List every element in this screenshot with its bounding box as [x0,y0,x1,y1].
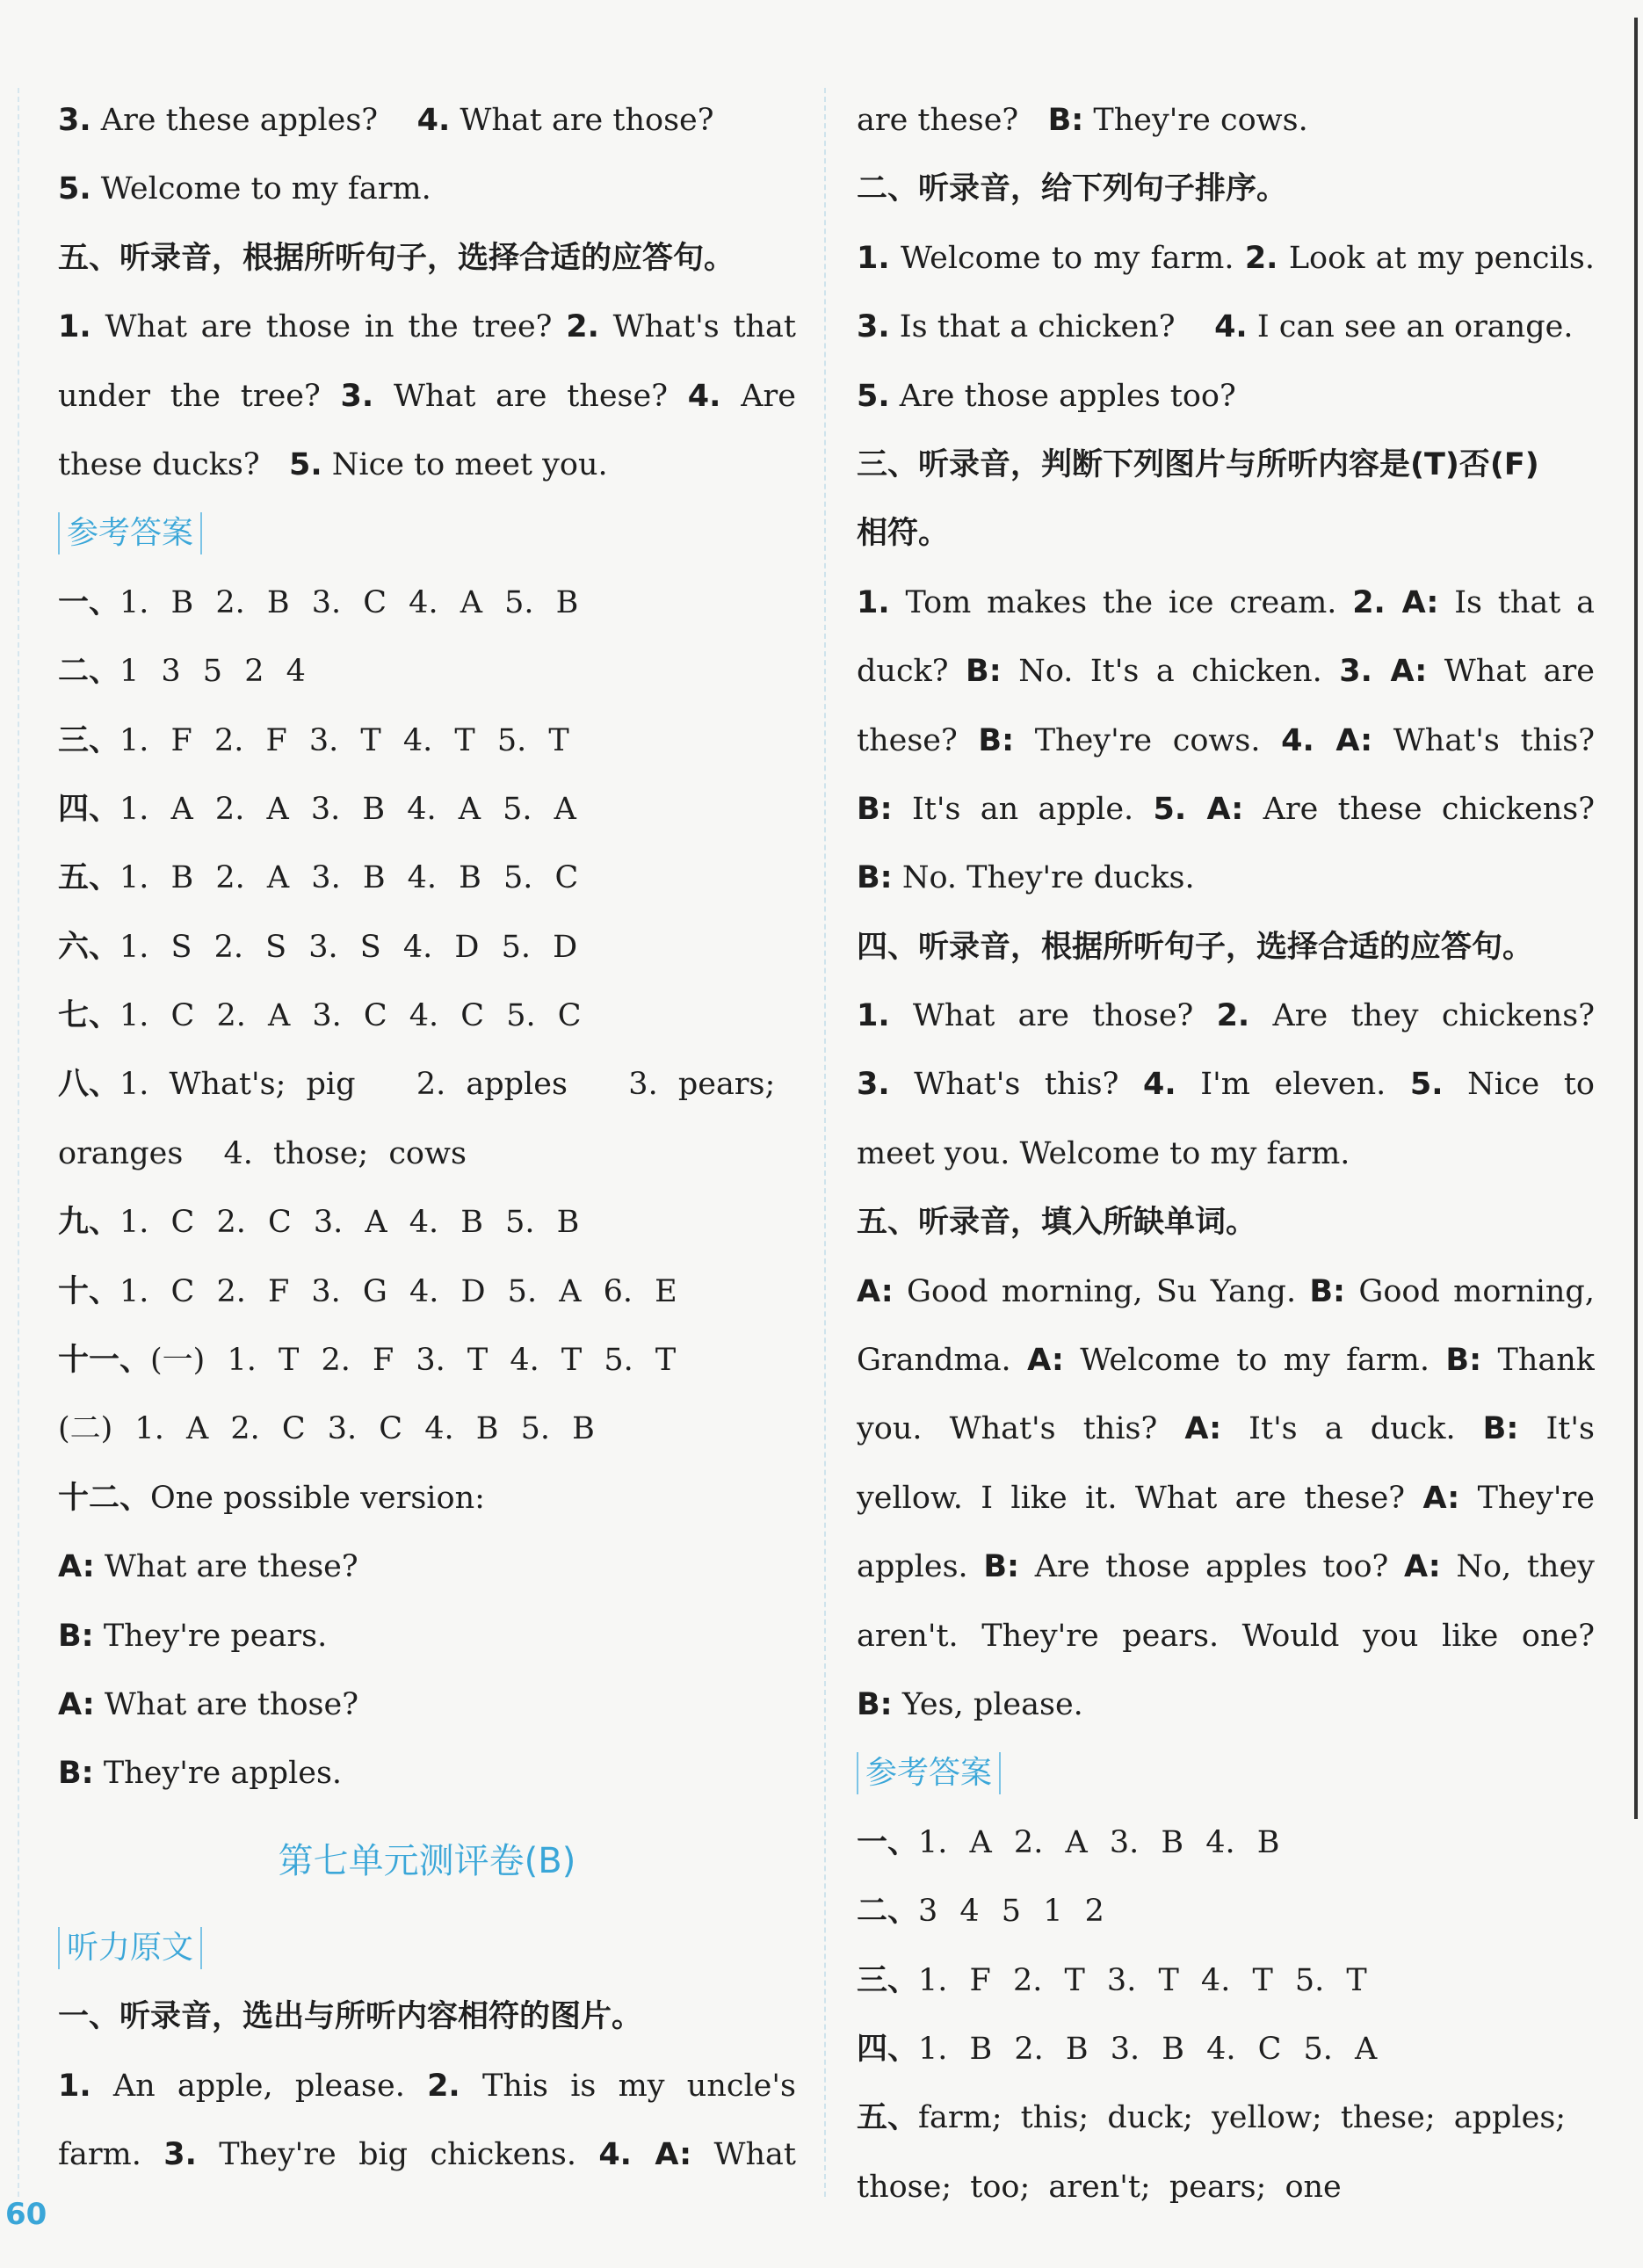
listening-tag-row [58,1914,796,1982]
column-divider [824,88,826,2197]
section-heading: 二、听录音，给下列句子排序。 [857,171,1288,207]
listening-line: these ducks? 5. Nice to meet you. [58,446,608,482]
listening-line: 1. An apple, please. 2. This is my uncle's [58,2068,796,2104]
answer-key-tag: 参考答案 [857,1752,1001,1794]
answer-row: 五、1. B 2. A 3. B 4. B 5. C [58,860,579,896]
answer-row: 一、1. A 2. A 3. B 4. B [857,1824,1280,1860]
listening-line: these? B: They're cows. 4. A: What's this? [857,722,1595,758]
answer-row: 二、3 4 5 1 2 [857,1894,1104,1930]
listening-line: B: It's an apple. 5. A: Are these chickens? [857,791,1595,827]
listening-line: 1. Welcome to my farm. 2. Look at my pencils. [857,240,1595,276]
section-heading: 五、听录音，填入所缺单词。 [857,1205,1257,1241]
answer-key-row [58,499,796,568]
answer-row: 十一、(一) 1. T 2. F 3. T 4. T 5. T [58,1343,677,1379]
listening-script-tag: 听力原文 [58,1927,202,1969]
listening-line: you. What's this? A: It's a duck. B: It's [857,1411,1595,1447]
listening-line: apples. B: Are those apples too? A: No, they [857,1549,1595,1585]
listening-line: farm. 3. They're big chickens. 4. A: What [58,2136,796,2172]
answer-key-row [857,1739,1595,1808]
listening-line: aren't. They're pears. Would you like one? [857,1618,1595,1654]
unit-title: 第七单元测评卷(B) [278,1840,576,1881]
answer-key-tag: 参考答案 [58,512,202,554]
listening-line: B: Yes, please. [857,1686,1083,1722]
answer-row: 十、1. C 2. F 3. G 4. D 5. A 6. E [58,1273,677,1309]
answer-row: 五、farm; this; duck; yellow; these; apples; [857,2100,1567,2136]
listening-line: 3. Is that a chicken? 4. I can see an orange. [857,309,1574,345]
answer-row: 八、1. What's; pig 2. apples 3. pears; [58,1067,776,1103]
listening-line: 3. What's this? 4. I'm eleven. 5. Nice to [857,1067,1595,1103]
section-heading: 一、听录音，选出与所听内容相符的图片。 [58,1999,643,2035]
answer-row: 三、1. F 2. T 3. T 4. T 5. T [857,1962,1367,1998]
listening-line: B: No. They're ducks. [857,860,1195,896]
right-column [857,86,1595,2221]
answer-row: 三、1. F 2. F 3. T 4. T 5. T [58,722,569,758]
answer-row: 六、1. S 2. S 3. S 4. D 5. D [58,929,578,965]
left-column [58,86,796,2189]
listening-line: Grandma. A: Welcome to my farm. B: Thank [857,1343,1595,1379]
listening-line: 5. Welcome to my farm. [58,171,431,207]
section-heading-cont: 相符。 [857,516,950,552]
answer-row: 十二、One possible version: [58,1480,485,1516]
answer-row: (二) 1. A 2. C 3. C 4. B 5. B [58,1411,595,1447]
listening-line: are these? B: They're cows. [857,103,1308,138]
listening-line: duck? B: No. It's a chicken. 3. A: What are [857,654,1595,690]
listening-line: yellow. I like it. What are these? A: They're [857,1480,1595,1516]
answer-row: 九、1. C 2. C 3. A 4. B 5. B [58,1205,580,1241]
listening-line: 1. What are those in the tree? 2. What's that [58,309,796,345]
section-heading: 三、听录音，判断下列图片与所听内容是(T)否(F) [857,446,1539,482]
listening-line: 1. Tom makes the ice cream. 2. A: Is that a [857,584,1595,620]
answer-row: 二、1 3 5 2 4 [58,654,306,690]
answer-row: 一、1. B 2. B 3. C 4. A 5. B [58,584,579,620]
listening-line: 5. Are those apples too? [857,378,1236,414]
dialogue-line: A: What are those? [58,1686,359,1722]
section-heading: 四、听录音，根据所听句子，选择合适的应答句。 [857,929,1534,965]
listening-line: 3. Are these apples? 4. What are those? [58,103,714,138]
left-margin-rule [18,88,19,2197]
answer-row: 七、1. C 2. A 3. C 4. C 5. C [58,998,582,1034]
answer-row: those; too; aren't; pears; one [857,2169,1342,2205]
listening-line: 1. What are those? 2. Are they chickens? [857,998,1595,1034]
listening-line: A: Good morning, Su Yang. B: Good morning, [857,1273,1595,1309]
page-edge-bar [1634,18,1638,1819]
section-heading: 五、听录音，根据所听句子，选择合适的应答句。 [58,240,735,276]
answer-row: oranges 4. those; cows [58,1135,467,1171]
dialogue-line: B: They're pears. [58,1618,328,1654]
answer-row: 四、1. A 2. A 3. B 4. A 5. A [58,791,576,827]
listening-line: under the tree? 3. What are these? 4. Are [58,378,796,414]
listening-line: meet you. Welcome to my farm. [857,1135,1350,1171]
dialogue-line: B: They're apples. [58,1756,343,1792]
answer-row: 四、1. B 2. B 3. B 4. C 5. A [857,2031,1378,2067]
page-number: 60 [5,2197,47,2232]
dialogue-line: A: What are these? [58,1549,358,1585]
